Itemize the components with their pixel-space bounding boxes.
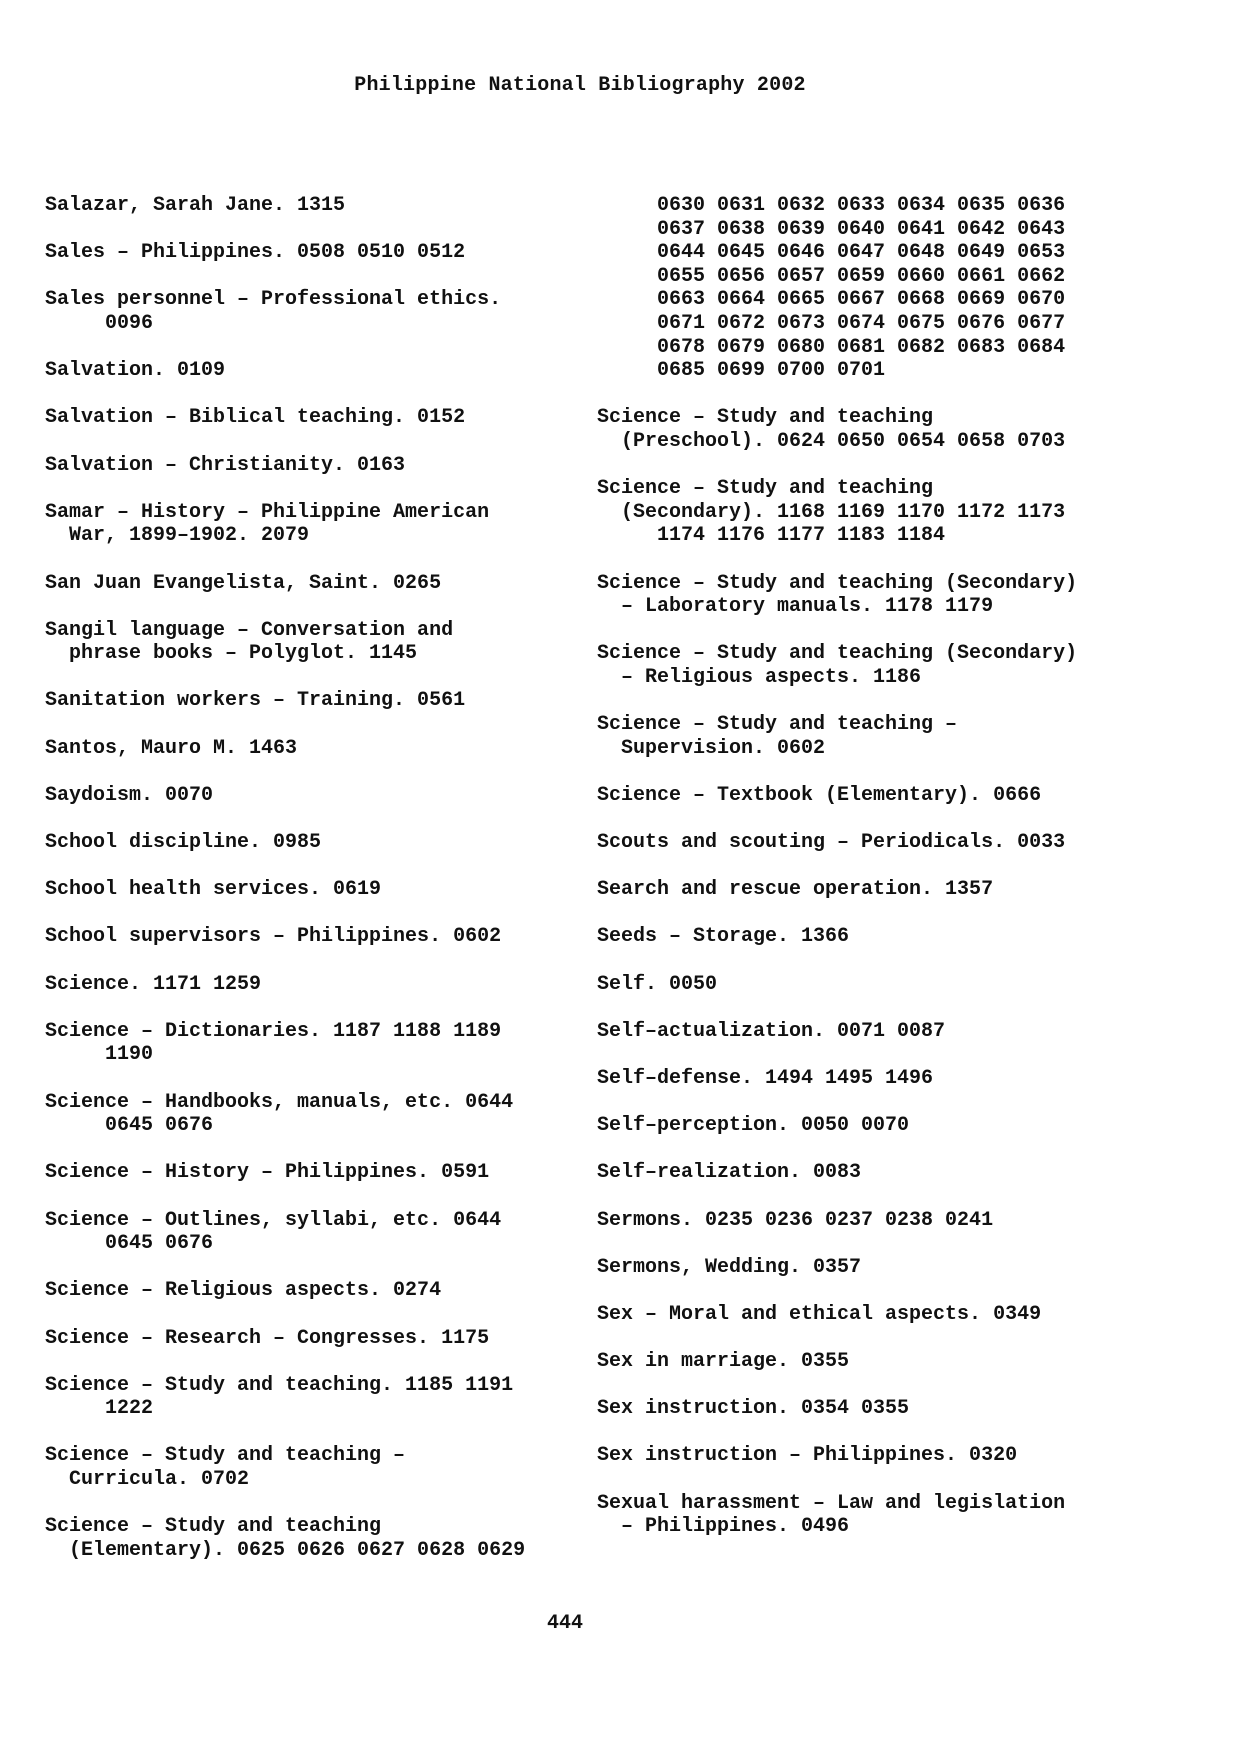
index-entry [597, 1397, 1157, 1421]
index-entry [45, 1444, 585, 1491]
index-entry-line: Science – Religious aspects. 0274 [45, 1279, 442, 1303]
index-entry-line: Science. 1171 1259 [45, 972, 262, 996]
index-entry-line: Self–actualization. 0071 0087 [597, 1019, 946, 1043]
index-entry [597, 477, 1157, 548]
index-entry [45, 1515, 585, 1562]
index-entry-line: 0630 0631 0632 0633 0634 0635 0636 [597, 194, 1066, 217]
index-entry-line: Santos, Mauro M. 1463 [45, 736, 298, 760]
index-entry-line: Science – Textbook (Elementary). 0666 [597, 783, 1042, 807]
index-entry-line: Samar – History – Philippine American [45, 500, 490, 524]
index-entry [597, 406, 1157, 453]
index-entry-line: Salvation. 0109 [45, 359, 226, 383]
index-entry-line: School supervisors – Philippines. 0602 [45, 925, 502, 949]
index-entry-line: Science – Study and teaching – [597, 713, 958, 737]
index-entry-line: Sales – Philippines. 0508 0510 0512 [45, 241, 466, 265]
index-entry-line: 0645 0676 [45, 1114, 214, 1138]
index-entry-line: War, 1899–1902. 2079 [45, 524, 310, 548]
index-entry [45, 241, 585, 265]
page-title: Philippine National Bibliography 2002 [354, 74, 806, 97]
index-entry [45, 406, 585, 430]
index-entry [45, 288, 585, 335]
index-entry [597, 1303, 1157, 1327]
index-entry-line: 0685 0699 0700 0701 [597, 359, 886, 383]
index-entry-line: Self–defense. 1494 1495 1496 [597, 1066, 934, 1090]
index-entry-line: Science – Study and teaching. 1185 1191 [45, 1373, 514, 1397]
index-entry [45, 784, 585, 808]
index-entry [45, 1161, 585, 1185]
index-entry [597, 925, 1157, 949]
index-entry-line: Science – Outlines, syllabi, etc. 0644 [45, 1208, 502, 1232]
index-entry [45, 925, 585, 949]
index-entry-line: Science – Study and teaching (Secondary) [597, 642, 1078, 666]
index-entry-line: Salvation – Biblical teaching. 0152 [45, 406, 466, 430]
index-entry [597, 1067, 1157, 1091]
index-entry [45, 194, 585, 218]
index-entry [597, 973, 1157, 997]
index-entry-line: (Elementary). 0625 0626 0627 0628 0629 [45, 1538, 526, 1562]
index-entry [45, 572, 585, 596]
index-entry [597, 713, 1157, 760]
index-entry [597, 572, 1157, 619]
index-entry-line: – Religious aspects. 1186 [597, 665, 922, 689]
index-entry-line: Seeds – Storage. 1366 [597, 925, 850, 949]
index-entry-line: 0671 0672 0673 0674 0675 0676 0677 [597, 311, 1066, 335]
index-entry-line: – Philippines. 0496 [597, 1515, 850, 1539]
index-entry [45, 737, 585, 761]
index-entry-line: Science – Study and teaching [597, 406, 934, 430]
index-entry-line: (Secondary). 1168 1169 1170 1172 1173 [597, 500, 1066, 524]
index-entry-line: Science – Study and teaching (Secondary) [597, 571, 1078, 595]
index-entry-line: Search and rescue operation. 1357 [597, 878, 994, 902]
index-entry [597, 831, 1157, 855]
index-entry-line: Self–realization. 0083 [597, 1161, 862, 1185]
index-entry-line: Sales personnel – Professional ethics. [45, 288, 502, 312]
index-entry-line: Curricula. 0702 [45, 1468, 250, 1492]
index-entry [597, 878, 1157, 902]
index-entry [45, 973, 585, 997]
index-entry-line: Sangil language – Conversation and [45, 618, 454, 642]
index-column-right [597, 194, 1157, 1562]
index-entry-line: 0645 0676 [45, 1232, 214, 1256]
index-entry-line: Sermons. 0235 0236 0237 0238 0241 [597, 1208, 994, 1232]
index-entry-line: Sexual harassment – Law and legislation [597, 1491, 1066, 1515]
index-entry-line: Self–perception. 0050 0070 [597, 1114, 910, 1138]
index-entry-line: – Laboratory manuals. 1178 1179 [597, 595, 994, 619]
index-entry [45, 1327, 585, 1351]
index-entry-line: Science – History – Philippines. 0591 [45, 1161, 490, 1185]
index-entry-line: Sex instruction – Philippines. 0320 [597, 1444, 1018, 1468]
index-entry [45, 1209, 585, 1256]
index-entry-line: Sex – Moral and ethical aspects. 0349 [597, 1302, 1042, 1326]
index-entry-line: 1174 1176 1177 1183 1184 [597, 524, 946, 548]
index-entry-line: 1190 [45, 1043, 154, 1067]
index-entry-line: Sex instruction. 0354 0355 [597, 1397, 910, 1421]
index-entry [45, 1374, 585, 1421]
index-entry-line: Sanitation workers – Training. 0561 [45, 689, 466, 713]
index-entry-line: Salvation – Christianity. 0163 [45, 453, 406, 477]
index-entry [45, 454, 585, 478]
index-entry-line: phrase books – Polyglot. 1145 [45, 642, 418, 666]
index-entry [45, 359, 585, 383]
index-entry [597, 1114, 1157, 1138]
index-entry-line: Sex in marriage. 0355 [597, 1350, 850, 1374]
index-entry-line: Sermons, Wedding. 0357 [597, 1255, 862, 1279]
index-entry [597, 784, 1157, 808]
index-entry-line: 0655 0656 0657 0659 0660 0661 0662 [597, 264, 1066, 288]
index-entry-line: Science – Handbooks, manuals, etc. 0644 [45, 1090, 514, 1114]
index-entry [45, 501, 585, 548]
index-entry-line: 1222 [45, 1397, 154, 1421]
index-entry [597, 1020, 1157, 1044]
page-number: 444 [546, 1612, 583, 1635]
index-entry-line: Science – Study and teaching [597, 477, 934, 501]
index-entry [597, 1256, 1157, 1280]
index-entry-line: Science – Research – Congresses. 1175 [45, 1326, 490, 1350]
index-entry-line: 0663 0664 0665 0667 0668 0669 0670 [597, 288, 1066, 312]
index-entry-line: (Preschool). 0624 0650 0654 0658 0703 [597, 429, 1066, 453]
index-entry-line: 0096 [45, 311, 154, 335]
index-entry-line: Scouts and scouting – Periodicals. 0033 [597, 831, 1066, 855]
index-entry-line: Science – Dictionaries. 1187 1188 1189 [45, 1019, 502, 1043]
index-entry [597, 194, 1157, 383]
index-entry-line: Science – Study and teaching – [45, 1444, 406, 1468]
index-entry [597, 1209, 1157, 1233]
index-entry [45, 878, 585, 902]
index-entry [45, 619, 585, 666]
index-entry [597, 1350, 1157, 1374]
index-entry-line: 0678 0679 0680 0681 0682 0683 0684 [597, 335, 1066, 359]
index-entry-line: 0644 0645 0646 0647 0648 0649 0653 [597, 241, 1066, 265]
index-entry-line: San Juan Evangelista, Saint. 0265 [45, 571, 442, 595]
index-entry [45, 831, 585, 855]
index-entry-line: School discipline. 0985 [45, 831, 322, 855]
index-entry-line: Self. 0050 [597, 972, 718, 996]
index-entry-line: Science – Study and teaching [45, 1515, 382, 1539]
index-entry-line: Supervision. 0602 [597, 736, 826, 760]
index-entry [45, 1020, 585, 1067]
index-entry-line: School health services. 0619 [45, 878, 382, 902]
index-entry-line: Saydoism. 0070 [45, 783, 214, 807]
index-entry-line: Salazar, Sarah Jane. 1315 [45, 194, 346, 217]
index-entry [45, 1091, 585, 1138]
index-entry-line: 0637 0638 0639 0640 0641 0642 0643 [597, 217, 1066, 241]
index-entry [597, 1444, 1157, 1468]
index-entry [597, 1161, 1157, 1185]
index-column-left [45, 194, 585, 1586]
index-entry [597, 642, 1157, 689]
index-entry [45, 1279, 585, 1303]
index-entry [597, 1492, 1157, 1539]
index-entry [45, 689, 585, 713]
